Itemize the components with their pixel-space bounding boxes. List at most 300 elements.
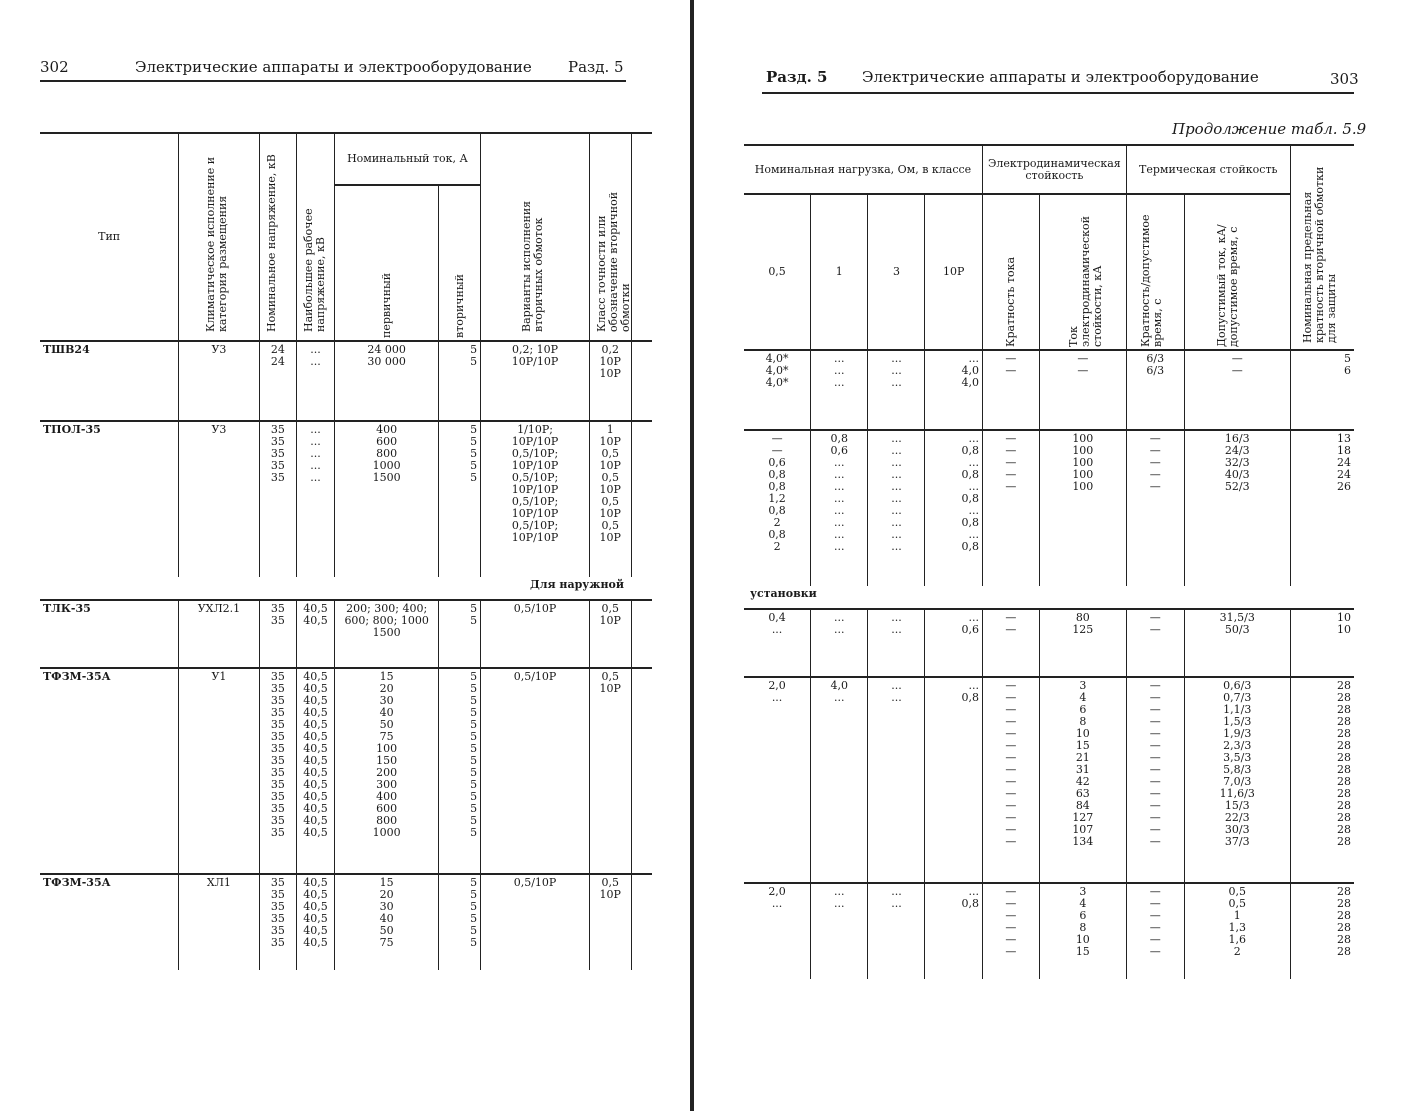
- th-current-cell-value: 7,0/3: [1223, 775, 1252, 788]
- primary-current-cell-value: 300: [376, 778, 398, 791]
- load-10p-cell: [925, 609, 983, 677]
- max-voltage-cell: [297, 874, 335, 970]
- primary-current-cell-value: 600: [376, 802, 398, 815]
- load-1-cell-value: ...: [834, 623, 845, 636]
- voltage-cell-value: 35: [270, 766, 285, 779]
- col-1-header: 1: [811, 194, 868, 350]
- primary-current-cell-value: 800: [376, 447, 398, 460]
- load-1-cell-value: ...: [834, 516, 845, 529]
- col-limit-header: Номинальная предельная кратность вторичной обмотки для защиты: [1301, 166, 1339, 343]
- multiplicity-cell-value: —: [1005, 715, 1017, 728]
- limit-cell-value: 28: [1337, 921, 1351, 934]
- max-voltage-cell-value: 40,5: [303, 876, 328, 889]
- col-max-voltage-header: Наибольшее рабочее напряжение, кВ: [302, 208, 328, 332]
- load-1-cell: [811, 883, 868, 979]
- load-10p-cell-value: ...: [968, 611, 979, 624]
- primary-current-cell-value: 400: [376, 790, 398, 803]
- th-current-cell-value: 30/3: [1224, 823, 1250, 836]
- note-outdoor-right: установки: [750, 587, 817, 600]
- voltage-cell-value: 35: [270, 602, 285, 615]
- accuracy-cell-value: 10Р: [599, 367, 621, 380]
- table-row: [744, 677, 1354, 883]
- secondary-current-cell-value: 5: [470, 876, 478, 889]
- th-current-cell-value: 0,6/3: [1223, 679, 1252, 692]
- load-05-cell-value: 4,0*: [765, 376, 789, 389]
- limit-cell-value: 28: [1337, 715, 1351, 728]
- primary-current-cell-value: 30: [379, 900, 394, 913]
- limit-cell-value: 28: [1337, 909, 1351, 922]
- voltage-cell-value: 35: [270, 670, 285, 683]
- load-05-cell-value: 0,6: [768, 456, 786, 469]
- multiplicity-cell-value: —: [1005, 787, 1017, 800]
- primary-current-cell: [334, 874, 439, 970]
- max-voltage-cell-value: ...: [310, 355, 321, 368]
- col-current-header: Номинальный ток, А: [334, 134, 480, 185]
- load-1-cell: [811, 430, 868, 586]
- th-mult-cell: [1126, 609, 1184, 677]
- multiplicity-cell-value: —: [1005, 775, 1017, 788]
- multiplicity-cell-value: —: [1005, 691, 1017, 704]
- primary-current-cell: [334, 341, 439, 421]
- voltage-cell-value: 35: [270, 682, 285, 695]
- th-current-cell-value: 1,3: [1228, 921, 1246, 934]
- th-mult-cell: [1126, 677, 1184, 883]
- multiplicity-cell-value: —: [1005, 623, 1017, 636]
- voltage-cell-value: 24: [270, 355, 285, 368]
- limit-cell: [1290, 430, 1354, 586]
- header-rule-left: [40, 80, 626, 82]
- max-voltage-cell-value: 40,5: [303, 614, 328, 627]
- load-10p-cell-value: 4,0: [961, 376, 979, 389]
- load-1-cell-value: ...: [834, 885, 845, 898]
- load-3-cell-value: ...: [891, 352, 902, 365]
- load-05-cell: [744, 350, 811, 430]
- th-current-cell-value: 5,8/3: [1223, 763, 1252, 776]
- load-3-cell-value: ...: [891, 897, 902, 910]
- limit-cell-value: 10: [1337, 623, 1351, 636]
- variants-cell-value: 0,5/10Р;: [511, 447, 559, 460]
- th-mult-cell-value: —: [1149, 835, 1161, 848]
- th-current-cell-value: 0,5: [1228, 897, 1246, 910]
- multiplicity-cell-value: —: [1005, 885, 1017, 898]
- col-load-header: Номинальная нагрузка, Ом, в классе: [744, 146, 982, 194]
- th-mult-cell-value: —: [1149, 933, 1161, 946]
- th-current-cell-value: 11,6/3: [1219, 787, 1255, 800]
- max-voltage-cell-value: 40,5: [303, 826, 328, 839]
- load-10p-cell-value: ...: [968, 432, 979, 445]
- max-voltage-cell-value: 40,5: [303, 802, 328, 815]
- ed-current-cell-value: 63: [1075, 787, 1090, 800]
- primary-current-cell-value: 24 000: [367, 343, 406, 356]
- load-10p-cell-value: 0,8: [961, 492, 979, 505]
- multiplicity-cell: [982, 677, 1039, 883]
- multiplicity-cell-value: —: [1005, 611, 1017, 624]
- load-1-cell-value: 0,6: [830, 444, 849, 457]
- load-10p-cell-value: 0,8: [961, 468, 979, 481]
- running-title-right: Электрические аппараты и электрооборудование: [862, 68, 1259, 86]
- th-mult-cell-value: —: [1149, 432, 1161, 445]
- load-1-cell-value: 4,0: [830, 679, 849, 692]
- climate-cell: У3: [179, 341, 259, 421]
- secondary-current-cell: [439, 341, 481, 421]
- load-1-cell: [811, 609, 868, 677]
- limit-cell: [1290, 883, 1354, 979]
- secondary-current-cell-value: 5: [470, 778, 478, 791]
- multiplicity-cell-value: —: [1005, 763, 1017, 776]
- load-05-cell: [744, 677, 811, 883]
- table-row: [40, 341, 652, 421]
- limit-cell-value: 24: [1337, 468, 1351, 481]
- load-1-cell-value: ...: [834, 480, 845, 493]
- ed-current-cell-value: 8: [1079, 921, 1087, 934]
- accuracy-cell-value: 10Р: [599, 459, 621, 472]
- th-current-cell-value: 24/3: [1224, 444, 1250, 457]
- load-10p-cell-value: 0,8: [961, 444, 979, 457]
- primary-current-cell-value: 400: [376, 423, 398, 436]
- voltage-cell-value: 35: [270, 614, 285, 627]
- th-mult-cell-value: —: [1149, 468, 1161, 481]
- primary-current-cell: [334, 600, 439, 668]
- ed-current-cell-value: 6: [1079, 909, 1087, 922]
- variants-cell-value: 0,5/10Р: [513, 670, 557, 683]
- th-mult-cell-value: —: [1149, 715, 1161, 728]
- variants-cell-value: 0,5/10Р;: [511, 471, 559, 484]
- primary-current-cell-value: 75: [379, 936, 394, 949]
- max-voltage-cell-value: ...: [310, 343, 321, 356]
- limit-cell: [1290, 350, 1354, 430]
- voltage-cell-value: 24: [270, 343, 285, 356]
- th-current-cell-value: 2,3/3: [1223, 739, 1252, 752]
- primary-current-cell-value: 150: [376, 754, 398, 767]
- load-05-cell: [744, 430, 811, 586]
- voltage-cell-value: 35: [270, 814, 285, 827]
- load-05-cell-value: ...: [771, 623, 783, 636]
- multiplicity-cell-value: —: [1005, 751, 1017, 764]
- limit-cell-value: 13: [1337, 432, 1351, 445]
- load-1-cell-value: ...: [834, 364, 845, 377]
- th-current-cell: [1184, 430, 1290, 586]
- climate-cell: УХЛ2.1: [179, 600, 259, 668]
- load-3-cell-value: ...: [891, 691, 902, 704]
- th-mult-cell-value: —: [1149, 787, 1161, 800]
- primary-current-cell-value: 15: [379, 670, 394, 683]
- load-10p-cell-value: 4,0: [961, 364, 979, 377]
- book-spine: [690, 0, 694, 1111]
- secondary-current-cell-value: 5: [470, 826, 478, 839]
- multiplicity-cell: [982, 430, 1039, 586]
- left-page: [0, 0, 690, 1111]
- primary-current-cell-value: 1500: [372, 471, 401, 484]
- limit-cell-value: 28: [1337, 703, 1351, 716]
- voltage-cell-value: 35: [270, 435, 285, 448]
- th-mult-cell-value: —: [1149, 885, 1161, 898]
- multiplicity-cell-value: —: [1005, 352, 1017, 365]
- load-05-cell-value: 2,0: [768, 885, 786, 898]
- voltage-cell: [259, 341, 297, 421]
- primary-current-cell-value: 40: [379, 706, 394, 719]
- note-outdoor-left: Для наружной: [529, 578, 624, 591]
- load-10p-cell-value: ...: [968, 679, 979, 692]
- col-accuracy-header: Класс точности или обозначение вторичной обмотки: [595, 191, 633, 332]
- th-mult-cell-value: —: [1149, 611, 1161, 624]
- col-electrodynamic-header: Электродинамическая стойкость: [982, 146, 1126, 194]
- ed-current-cell-value: 100: [1072, 444, 1094, 457]
- load-1-cell-value: ...: [834, 492, 845, 505]
- multiplicity-cell-value: —: [1005, 811, 1017, 824]
- col-multiplicity-header: Кратность тока: [1003, 256, 1017, 347]
- load-3-cell: [868, 883, 925, 979]
- multiplicity-cell-value: —: [1005, 468, 1017, 481]
- load-05-cell-value: —: [771, 432, 783, 445]
- primary-current-cell-value: 600; 800; 1000: [344, 614, 429, 627]
- max-voltage-cell: [297, 341, 335, 421]
- col-05-header: 0,5: [744, 194, 811, 350]
- load-3-cell-value: ...: [891, 364, 902, 377]
- accuracy-cell-value: 0,5: [601, 471, 619, 484]
- voltage-cell-value: 35: [270, 790, 285, 803]
- accuracy-cell-value: 10Р: [599, 435, 621, 448]
- multiplicity-cell: [982, 883, 1039, 979]
- load-10p-cell-value: ...: [968, 885, 979, 898]
- accuracy-cell-value: 0,2: [601, 343, 619, 356]
- multiplicity-cell-value: —: [1005, 432, 1017, 445]
- ed-current-cell-value: 3: [1079, 885, 1087, 898]
- primary-current-cell-value: 75: [379, 730, 394, 743]
- load-1-cell-value: ...: [834, 611, 845, 624]
- load-3-cell-value: ...: [891, 679, 902, 692]
- col-th-current-header: Допустимый ток, кА/допустимое время, с: [1215, 224, 1241, 347]
- voltage-cell: [259, 874, 297, 970]
- multiplicity-cell-value: —: [1005, 921, 1017, 934]
- variants-cell-value: 10Р/10Р: [511, 531, 559, 544]
- th-current-cell-value: 15/3: [1224, 799, 1250, 812]
- col-primary-header: первичный: [379, 272, 393, 338]
- load-10p-cell-value: 0,8: [961, 897, 979, 910]
- load-10p-cell-value: ...: [968, 352, 979, 365]
- voltage-cell-value: 35: [270, 924, 285, 937]
- header-rule-right: [762, 92, 1354, 94]
- limit-cell-value: 28: [1337, 897, 1351, 910]
- voltage-cell-value: 35: [270, 888, 285, 901]
- load-1-cell: [811, 350, 868, 430]
- th-current-cell-value: 1,5/3: [1223, 715, 1252, 728]
- empty-cell: [631, 874, 652, 970]
- accuracy-cell: [589, 421, 631, 577]
- th-mult-cell-value: —: [1149, 480, 1161, 493]
- load-3-cell-value: ...: [891, 623, 902, 636]
- multiplicity-cell-value: —: [1005, 835, 1017, 848]
- limit-cell-value: 28: [1337, 885, 1351, 898]
- secondary-current-cell-value: 5: [470, 718, 478, 731]
- th-mult-cell-value: —: [1149, 739, 1161, 752]
- col-voltage-header: Номинальное напряжение, кВ: [264, 154, 278, 332]
- primary-current-cell-value: 1000: [372, 459, 401, 472]
- limit-cell: [1290, 609, 1354, 677]
- th-current-cell: [1184, 677, 1290, 883]
- table-row: [40, 668, 652, 874]
- primary-current-cell-value: 600: [376, 435, 398, 448]
- max-voltage-cell: [297, 421, 335, 577]
- secondary-current-cell-value: 5: [470, 912, 478, 925]
- ed-current-cell-value: 8: [1079, 715, 1087, 728]
- th-current-cell: [1184, 350, 1290, 430]
- load-10p-cell-value: ...: [968, 456, 979, 469]
- primary-current-cell: [334, 668, 439, 874]
- load-3-cell: [868, 430, 925, 586]
- type-cell: ТФЗМ-35А: [40, 874, 179, 970]
- ed-current-cell-value: 42: [1075, 775, 1090, 788]
- ed-current-cell-value: 100: [1072, 480, 1094, 493]
- secondary-current-cell-value: 5: [470, 706, 478, 719]
- max-voltage-cell-value: 40,5: [303, 670, 328, 683]
- max-voltage-cell-value: 40,5: [303, 694, 328, 707]
- max-voltage-cell-value: 40,5: [303, 900, 328, 913]
- accuracy-cell-value: 10Р: [599, 682, 621, 695]
- ed-current-cell-value: 84: [1075, 799, 1090, 812]
- primary-current-cell-value: 15: [379, 876, 394, 889]
- secondary-current-cell-value: 5: [470, 694, 478, 707]
- load-1-cell-value: 0,8: [830, 432, 849, 445]
- accuracy-cell-value: 10Р: [599, 888, 621, 901]
- continuation-label: Продолжение табл. 5.9: [1172, 120, 1367, 138]
- transformer-table-left: [40, 134, 652, 970]
- voltage-cell-value: 35: [270, 706, 285, 719]
- load-3-cell-value: ...: [891, 480, 902, 493]
- col-secondary-header: вторичный: [452, 274, 466, 338]
- load-05-cell-value: 0,8: [768, 528, 786, 541]
- th-mult-cell: [1126, 883, 1184, 979]
- voltage-cell-value: 35: [270, 742, 285, 755]
- limit-cell-value: 28: [1337, 691, 1351, 704]
- voltage-cell-value: 35: [270, 754, 285, 767]
- load-3-cell-value: ...: [891, 540, 902, 553]
- accuracy-cell-value: 0,5: [601, 876, 619, 889]
- primary-current-cell-value: 50: [379, 718, 394, 731]
- accuracy-cell: [589, 600, 631, 668]
- load-3-cell-value: ...: [891, 444, 902, 457]
- voltage-cell-value: 35: [270, 876, 285, 889]
- max-voltage-cell-value: 40,5: [303, 936, 328, 949]
- load-10p-cell-value: ...: [968, 504, 979, 517]
- primary-current-cell-value: 30: [379, 694, 394, 707]
- ed-current-cell-value: 15: [1075, 739, 1090, 752]
- primary-current-cell: [334, 421, 439, 577]
- th-current-cell: [1184, 609, 1290, 677]
- voltage-cell-value: 35: [270, 802, 285, 815]
- accuracy-cell-value: 10Р: [599, 355, 621, 368]
- load-05-cell-value: 4,0*: [765, 352, 789, 365]
- voltage-cell: [259, 421, 297, 577]
- load-3-cell-value: ...: [891, 432, 902, 445]
- variants-cell: [481, 421, 590, 577]
- primary-current-cell-value: 1500: [372, 626, 401, 639]
- ed-current-cell-value: 134: [1072, 835, 1094, 848]
- load-3-cell-value: ...: [891, 885, 902, 898]
- limit-cell-value: 28: [1337, 945, 1351, 958]
- empty-cell: [631, 341, 652, 421]
- secondary-current-cell-value: 5: [470, 602, 478, 615]
- load-05-cell: [744, 883, 811, 979]
- max-voltage-cell-value: 40,5: [303, 888, 328, 901]
- max-voltage-cell-value: 40,5: [303, 682, 328, 695]
- ed-current-cell: [1039, 609, 1126, 677]
- load-1-cell-value: ...: [834, 468, 845, 481]
- load-05-cell-value: ...: [771, 691, 783, 704]
- max-voltage-cell-value: ...: [310, 447, 321, 460]
- limit-cell-value: 26: [1337, 480, 1351, 493]
- load-10p-cell-value: 0,6: [961, 623, 979, 636]
- th-mult-cell-value: 6/3: [1146, 364, 1165, 377]
- load-05-cell-value: 0,8: [768, 468, 786, 481]
- max-voltage-cell-value: 40,5: [303, 706, 328, 719]
- secondary-current-cell: [439, 668, 481, 874]
- th-mult-cell-value: —: [1149, 823, 1161, 836]
- ed-current-cell-value: 127: [1072, 811, 1094, 824]
- th-current-cell-value: —: [1231, 352, 1243, 365]
- multiplicity-cell-value: —: [1005, 456, 1017, 469]
- accuracy-cell-value: 0,5: [601, 519, 619, 532]
- max-voltage-cell-value: 40,5: [303, 730, 328, 743]
- max-voltage-cell: [297, 668, 335, 874]
- running-title-left: Электрические аппараты и электрооборудование: [135, 58, 532, 76]
- load-3-cell-value: ...: [891, 376, 902, 389]
- th-mult-cell-value: —: [1149, 456, 1161, 469]
- load-05-cell-value: ...: [771, 897, 783, 910]
- type-cell: ТШВ24: [40, 341, 179, 421]
- ed-current-cell-value: —: [1077, 352, 1089, 365]
- variants-cell-value: 10Р/10Р: [511, 483, 559, 496]
- page-number-left: 302: [40, 58, 69, 76]
- max-voltage-cell-value: 40,5: [303, 924, 328, 937]
- ed-current-cell-value: —: [1077, 364, 1089, 377]
- load-1-cell: [811, 677, 868, 883]
- secondary-current-cell-value: 5: [470, 459, 478, 472]
- limit-cell-value: 28: [1337, 799, 1351, 812]
- limit-cell-value: 28: [1337, 811, 1351, 824]
- primary-current-cell-value: 1000: [372, 826, 401, 839]
- type-cell: ТЛК-35: [40, 600, 179, 668]
- type-cell: ТФЗМ-35А: [40, 668, 179, 874]
- accuracy-cell: [589, 874, 631, 970]
- th-mult-cell-value: —: [1149, 811, 1161, 824]
- limit-cell-value: 28: [1337, 835, 1351, 848]
- load-3-cell: [868, 609, 925, 677]
- variants-cell-value: 0,2; 10Р: [511, 343, 559, 356]
- multiplicity-cell-value: —: [1005, 703, 1017, 716]
- ed-current-cell: [1039, 430, 1126, 586]
- max-voltage-cell-value: ...: [310, 471, 321, 484]
- secondary-current-cell-value: 5: [470, 682, 478, 695]
- limit-cell-value: 6: [1344, 364, 1351, 377]
- multiplicity-cell-value: —: [1005, 727, 1017, 740]
- limit-cell-value: 28: [1337, 823, 1351, 836]
- ed-current-cell: [1039, 883, 1126, 979]
- load-10p-cell-value: 0,8: [961, 516, 979, 529]
- th-mult-cell-value: —: [1149, 691, 1161, 704]
- secondary-current-cell: [439, 600, 481, 668]
- th-current-cell-value: 40/3: [1224, 468, 1250, 481]
- load-1-cell-value: ...: [834, 691, 845, 704]
- th-mult-cell: [1126, 430, 1184, 586]
- th-mult-cell: [1126, 350, 1184, 430]
- multiplicity-cell-value: —: [1005, 480, 1017, 493]
- transformer-table-right: [744, 146, 1354, 979]
- limit-cell-value: 5: [1344, 352, 1351, 365]
- th-current-cell-value: —: [1231, 364, 1243, 377]
- variants-cell-value: 1/10Р;: [517, 423, 553, 436]
- multiplicity-cell-value: —: [1005, 799, 1017, 812]
- ed-current-cell-value: 15: [1075, 945, 1090, 958]
